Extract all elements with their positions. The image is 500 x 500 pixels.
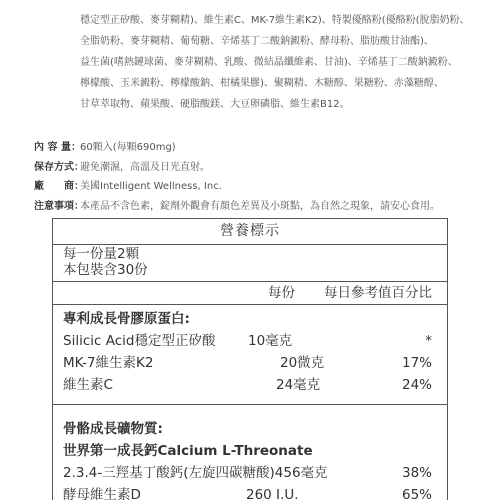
serving-info: [53, 245, 447, 282]
section-minerals: [53, 405, 447, 500]
nutrition-facts-table: [52, 218, 448, 500]
section-heading: 骨骼成長礦物質:: [63, 421, 163, 437]
section-heading: 專利成長骨膠原蛋白:: [63, 311, 190, 327]
ingredients-line: 全脂奶粉、麥芽糊精、葡萄糖、辛烯基丁二酸鈉澱粉、酵母粉、脂肪酸甘油酯)、: [80, 36, 434, 47]
nutrient-name-with-amount: [63, 462, 328, 484]
ingredients-line: 檸檬酸、玉米澱粉、檸檬酸鈉、柑橘果膠)、聚糊精、木糖醇、果糖粉、赤藻糖醇、: [80, 78, 444, 89]
column-per-serving: 每份: [268, 285, 295, 301]
info-label: 注意事項：: [34, 200, 84, 212]
nutrient-daily-value: *: [425, 333, 432, 349]
nutrient-amount: 20微克: [280, 355, 325, 371]
nutrient-daily-value: 24%: [401, 377, 432, 393]
info-net-content: [34, 138, 496, 158]
nutrient-name: 維生素C: [63, 377, 113, 393]
info-storage: [34, 158, 496, 178]
info-value: 本產品不含色素，錠劑外觀會有顏色差異及小斑點，為自然之現象，請安心食用。: [80, 200, 440, 212]
nutrient-amount: 260 I.U.: [246, 487, 299, 500]
nutrient-amount: 10毫克: [248, 333, 293, 349]
servings-per-package: 本包裝含30份: [63, 262, 148, 278]
ingredients-line: 益生菌(嗜熱鏈球菌、麥芽糊精、乳酸、微結晶纖維素、甘油)、辛烯基丁二酸鈉澱粉、: [80, 57, 458, 68]
ingredients-line: 甘草萃取物、蘋果酸、硬脂酸鎂、大豆卵磷脂、維生素B12。: [80, 99, 350, 110]
info-label: 內 容 量：: [34, 142, 81, 153]
nutrition-title: 營養標示: [53, 219, 447, 245]
info-label: 廠 商：: [34, 181, 84, 193]
column-header: [53, 282, 447, 305]
info-label: 保存方式：: [34, 161, 84, 173]
nutrient-daily-value: 65%: [401, 487, 432, 500]
table-row: [53, 352, 447, 374]
table-row: [53, 374, 447, 396]
table-row: [53, 462, 447, 484]
table-row: [53, 484, 447, 500]
ingredients-list: [80, 10, 495, 115]
nutrient-name: MK-7維生素K2: [63, 355, 154, 371]
info-manufacturer: [34, 177, 496, 197]
table-row: [53, 330, 447, 352]
nutrient-name: Silicic Acid穩定型正矽酸: [63, 333, 216, 349]
nutrient-amount: 24毫克: [276, 377, 321, 393]
nutrient-amount: 456毫克: [274, 465, 328, 481]
info-value: 美國Intelligent Wellness, Inc.: [80, 181, 222, 193]
info-notice: [34, 197, 496, 217]
nutrient-name: 2.3.4-三羥基丁酸鈣(左旋四碳糖酸): [63, 465, 275, 481]
info-value: 避免潮濕，高溫及日光直射。: [80, 161, 210, 173]
column-daily-value: 每日參考值百分比: [324, 285, 432, 301]
serving-size: 每一份量2顆: [63, 246, 140, 262]
ingredients-line: 穩定型正矽酸、麥芽糊精)、維生素C、MK-7維生素K2)、特製優酪粉(優酪粉(脫脂奶粉、: [80, 15, 470, 26]
nutrient-daily-value: 38%: [401, 465, 432, 481]
info-value: 60顆入(每顆690mg): [80, 142, 176, 153]
nutrient-name: 酵母維生素D: [63, 487, 141, 500]
section-subheading: 世界第一成長鈣Calcium L-Threonate: [63, 443, 313, 459]
product-info: [34, 138, 496, 216]
section-collagen: [53, 305, 447, 405]
nutrient-daily-value: 17%: [401, 355, 432, 371]
